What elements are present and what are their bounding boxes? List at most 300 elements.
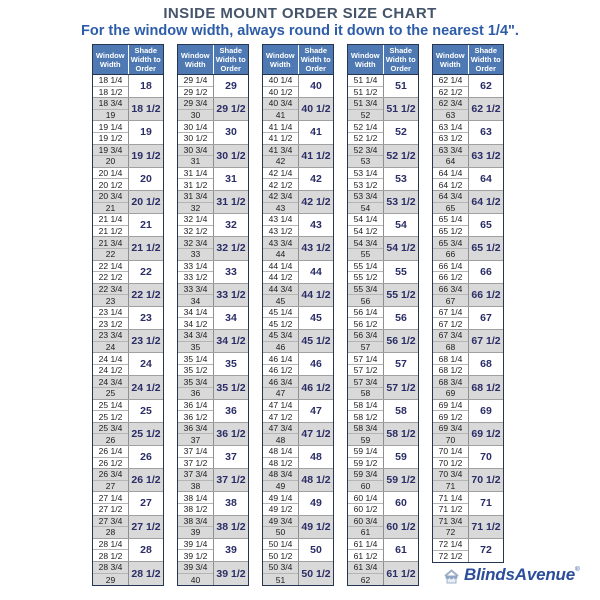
shade-width-value: 68 1/2 <box>471 381 501 394</box>
shade-width-value: 65 <box>480 219 492 232</box>
window-width-value: 37 1/2 <box>183 457 208 468</box>
window-width-pair <box>433 284 469 306</box>
window-width-value: 64 1/4 <box>433 168 468 180</box>
shade-width-value: 50 <box>310 543 322 556</box>
window-width-pair <box>263 307 299 329</box>
shade-width-value: 40 1/2 <box>301 103 331 116</box>
shade-width-value: 35 1/2 <box>216 381 246 394</box>
window-width-value: 31 1/2 <box>183 179 208 190</box>
window-width-pair <box>178 562 214 585</box>
row-pair <box>263 284 333 307</box>
window-width-value: 67 3/4 <box>433 330 468 342</box>
row-pair <box>178 121 248 144</box>
row-pair <box>263 446 333 469</box>
row-pair <box>263 191 333 214</box>
shade-width-header: Shade Width to Order <box>130 46 161 73</box>
window-width-value: 32 3/4 <box>178 237 213 249</box>
window-width-pair <box>178 214 214 236</box>
row-pair <box>93 516 163 539</box>
shade-width-value: 55 1/2 <box>386 288 416 301</box>
window-width-pair <box>263 516 299 538</box>
shade-width-value: 44 1/2 <box>301 288 331 301</box>
shade-width-value: 38 <box>225 497 237 510</box>
window-width-pair <box>93 214 129 236</box>
row-pair <box>93 423 163 446</box>
window-width-value: 69 3/4 <box>433 423 468 435</box>
window-width-value: 52 3/4 <box>348 145 383 157</box>
window-width-value: 19 1/4 <box>93 121 128 133</box>
window-width-value: 48 <box>275 434 286 445</box>
window-width-value: 27 <box>105 481 116 492</box>
shade-width-value: 45 1/2 <box>301 335 331 348</box>
window-width-value: 41 3/4 <box>263 145 298 157</box>
window-width-value: 64 1/2 <box>438 179 463 190</box>
window-width-pair <box>93 400 129 422</box>
row-pair <box>433 492 503 515</box>
window-width-value: 53 <box>360 156 371 167</box>
window-width-pair <box>348 539 384 561</box>
row-pair <box>348 121 418 144</box>
shade-width-value: 36 1/2 <box>216 427 246 440</box>
window-width-value: 30 1/4 <box>178 121 213 133</box>
window-width-pair <box>433 376 469 398</box>
window-width-pair <box>433 261 469 283</box>
window-width-header: Window Width <box>263 45 299 74</box>
window-width-header: Window Width <box>433 45 469 74</box>
window-width-header: Window Width <box>178 45 214 74</box>
window-width-value: 27 3/4 <box>93 516 128 528</box>
row-pair <box>178 284 248 307</box>
window-width-pair <box>178 330 214 352</box>
shade-width-value: 26 1/2 <box>131 474 161 487</box>
shade-width-value: 18 1/2 <box>131 103 161 116</box>
shade-width-value: 71 <box>480 497 492 510</box>
window-width-value: 66 3/4 <box>433 284 468 296</box>
window-width-value: 32 1/2 <box>183 226 208 237</box>
window-width-pair <box>263 446 299 468</box>
window-width-value: 21 <box>105 202 116 213</box>
row-pair <box>348 469 418 492</box>
window-width-value: 29 1/4 <box>178 75 213 87</box>
row-pair <box>433 98 503 121</box>
window-width-value: 50 <box>275 527 286 538</box>
row-pair <box>433 191 503 214</box>
window-width-value: 55 1/2 <box>353 272 378 283</box>
window-width-value: 60 <box>360 481 371 492</box>
window-width-value: 47 3/4 <box>263 423 298 435</box>
window-width-value: 47 1/2 <box>268 411 293 422</box>
window-width-pair <box>348 446 384 468</box>
shade-width-value: 54 1/2 <box>386 242 416 255</box>
window-width-value: 51 <box>275 574 286 585</box>
shade-width-value: 43 <box>310 219 322 232</box>
window-width-value: 61 <box>360 527 371 538</box>
window-width-pair <box>178 376 214 398</box>
window-width-value: 29 <box>105 574 116 585</box>
shade-width-value: 60 1/2 <box>386 520 416 533</box>
shade-width-value: 22 <box>140 265 152 278</box>
row-pair <box>263 376 333 399</box>
row-pair <box>178 492 248 515</box>
shade-width-value: 35 <box>225 358 237 371</box>
row-pair <box>348 145 418 168</box>
window-width-value: 37 3/4 <box>178 469 213 481</box>
row-pair <box>263 562 333 585</box>
window-width-value: 44 1/4 <box>263 261 298 273</box>
window-width-pair <box>263 168 299 190</box>
window-width-value: 57 <box>360 341 371 352</box>
shade-width-value: 70 1/2 <box>471 474 501 487</box>
window-width-value: 60 1/2 <box>353 504 378 515</box>
row-pair <box>93 237 163 260</box>
row-pair <box>93 330 163 353</box>
window-width-value: 20 1/4 <box>93 168 128 180</box>
window-width-value: 19 <box>105 110 116 121</box>
window-width-value: 46 3/4 <box>263 376 298 388</box>
row-pair <box>93 145 163 168</box>
window-width-value: 65 1/2 <box>438 226 463 237</box>
row-pair <box>178 423 248 446</box>
blindsavenue-logo-text: BlindsAvenue <box>464 565 575 584</box>
window-width-value: 56 3/4 <box>348 330 383 342</box>
window-width-pair <box>93 237 129 259</box>
window-width-value: 70 1/2 <box>438 457 463 468</box>
window-width-pair <box>263 423 299 445</box>
window-width-pair <box>93 469 129 491</box>
shade-width-value: 31 1/2 <box>216 196 246 209</box>
shade-width-value: 33 1/2 <box>216 288 246 301</box>
window-width-value: 18 1/4 <box>93 75 128 87</box>
shade-width-header: Shade Width to Order <box>385 46 416 73</box>
window-width-pair <box>93 353 129 375</box>
shade-width-value: 46 <box>310 358 322 371</box>
window-width-value: 27 1/2 <box>98 504 123 515</box>
row-pair <box>178 145 248 168</box>
window-width-value: 69 1/2 <box>438 411 463 422</box>
window-width-value: 45 3/4 <box>263 330 298 342</box>
window-width-value: 37 1/4 <box>178 446 213 458</box>
window-width-value: 21 3/4 <box>93 237 128 249</box>
window-width-pair <box>433 353 469 375</box>
window-width-value: 59 1/4 <box>348 446 383 458</box>
window-width-pair <box>93 284 129 306</box>
row-pair <box>93 168 163 191</box>
window-width-pair <box>178 168 214 190</box>
window-width-value: 31 1/4 <box>178 168 213 180</box>
window-width-pair <box>348 145 384 167</box>
shade-width-value: 22 1/2 <box>131 288 161 301</box>
row-pair <box>263 423 333 446</box>
window-width-value: 25 1/2 <box>98 411 123 422</box>
window-width-value: 72 <box>445 527 456 538</box>
window-width-value: 36 3/4 <box>178 423 213 435</box>
row-pair <box>348 307 418 330</box>
window-width-value: 62 3/4 <box>433 98 468 110</box>
shade-width-value: 69 1/2 <box>471 427 501 440</box>
row-pair <box>348 261 418 284</box>
window-width-value: 48 1/2 <box>268 457 293 468</box>
window-width-value: 32 1/4 <box>178 214 213 226</box>
window-width-value: 62 1/2 <box>438 86 463 97</box>
window-width-pair <box>93 562 129 585</box>
window-width-value: 26 1/4 <box>93 446 128 458</box>
row-pair <box>178 516 248 539</box>
window-width-value: 38 <box>190 481 201 492</box>
window-width-value: 19 1/2 <box>98 133 123 144</box>
window-width-pair <box>93 376 129 398</box>
window-width-value: 50 1/2 <box>268 550 293 561</box>
window-width-value: 66 <box>445 249 456 260</box>
row-pair <box>433 469 503 492</box>
window-width-pair <box>263 145 299 167</box>
shade-width-value: 21 <box>140 219 152 232</box>
window-width-pair <box>433 330 469 352</box>
window-width-value: 31 3/4 <box>178 191 213 203</box>
house-awning-icon <box>441 567 462 585</box>
window-width-value: 46 1/2 <box>268 365 293 376</box>
window-width-value: 41 1/4 <box>263 121 298 133</box>
window-width-value: 67 1/2 <box>438 318 463 329</box>
window-width-pair <box>93 98 129 120</box>
window-width-value: 43 3/4 <box>263 237 298 249</box>
row-pair <box>263 75 333 98</box>
window-width-value: 50 3/4 <box>263 562 298 574</box>
row-pair <box>178 261 248 284</box>
window-width-value: 26 1/2 <box>98 457 123 468</box>
window-width-value: 57 3/4 <box>348 376 383 388</box>
window-width-value: 68 <box>445 341 456 352</box>
shade-width-value: 41 <box>310 126 322 139</box>
shade-width-value: 59 <box>395 451 407 464</box>
row-pair <box>433 237 503 260</box>
row-pair <box>93 121 163 144</box>
window-width-value: 24 3/4 <box>93 376 128 388</box>
window-width-value: 52 <box>360 110 371 121</box>
window-width-value: 61 3/4 <box>348 562 383 574</box>
window-width-pair <box>178 516 214 538</box>
shade-width-value: 47 <box>310 404 322 417</box>
shade-width-value: 32 1/2 <box>216 242 246 255</box>
window-width-value: 39 1/2 <box>183 550 208 561</box>
window-width-value: 44 1/2 <box>268 272 293 283</box>
column-group-header <box>348 45 418 75</box>
shade-width-value: 32 <box>225 219 237 232</box>
window-width-pair <box>93 539 129 561</box>
window-width-pair <box>348 284 384 306</box>
window-width-value: 51 1/2 <box>353 86 378 97</box>
window-width-value: 40 1/4 <box>263 75 298 87</box>
shade-width-value: 34 <box>225 311 237 324</box>
row-pair <box>178 98 248 121</box>
shade-width-value: 42 <box>310 172 322 185</box>
window-width-value: 57 1/4 <box>348 353 383 365</box>
window-width-value: 34 1/4 <box>178 307 213 319</box>
window-width-value: 43 1/2 <box>268 226 293 237</box>
window-width-value: 33 1/4 <box>178 261 213 273</box>
row-pair <box>93 446 163 469</box>
window-width-value: 42 3/4 <box>263 191 298 203</box>
window-width-value: 19 3/4 <box>93 145 128 157</box>
row-pair <box>348 516 418 539</box>
shade-width-value: 49 <box>310 497 322 510</box>
shade-width-value: 24 1/2 <box>131 381 161 394</box>
row-pair <box>93 307 163 330</box>
shade-width-value: 54 <box>395 219 407 232</box>
window-width-value: 71 3/4 <box>433 516 468 528</box>
window-width-pair <box>178 400 214 422</box>
row-pair <box>263 237 333 260</box>
row-pair <box>433 214 503 237</box>
row-pair <box>348 284 418 307</box>
window-width-pair <box>348 237 384 259</box>
window-width-pair <box>433 121 469 143</box>
window-width-value: 66 1/4 <box>433 261 468 273</box>
window-width-value: 69 <box>445 388 456 399</box>
shade-width-value: 59 1/2 <box>386 474 416 487</box>
window-width-value: 22 <box>105 249 116 260</box>
window-width-value: 67 1/4 <box>433 307 468 319</box>
row-pair <box>348 330 418 353</box>
window-width-value: 60 3/4 <box>348 516 383 528</box>
window-width-value: 23 <box>105 295 116 306</box>
window-width-pair <box>93 492 129 514</box>
window-width-value: 56 1/4 <box>348 307 383 319</box>
window-width-value: 28 <box>105 527 116 538</box>
shade-width-value: 66 <box>480 265 492 278</box>
shade-width-value: 70 <box>480 451 492 464</box>
window-width-pair <box>348 261 384 283</box>
window-width-pair <box>348 121 384 143</box>
window-width-value: 38 1/4 <box>178 492 213 504</box>
window-width-value: 30 3/4 <box>178 145 213 157</box>
row-pair <box>433 121 503 144</box>
shade-width-value: 64 1/2 <box>471 196 501 209</box>
shade-width-value: 52 1/2 <box>386 149 416 162</box>
row-pair <box>433 446 503 469</box>
column-group-header <box>178 45 248 75</box>
window-width-pair <box>263 98 299 120</box>
shade-width-value: 28 1/2 <box>131 567 161 580</box>
window-width-pair <box>93 307 129 329</box>
row-pair <box>178 562 248 585</box>
window-width-pair <box>348 400 384 422</box>
window-width-value: 54 1/2 <box>353 226 378 237</box>
shade-width-value: 71 1/2 <box>471 520 501 533</box>
window-width-value: 47 <box>275 388 286 399</box>
shade-width-value: 53 <box>395 172 407 185</box>
shade-width-value: 25 1/2 <box>131 427 161 440</box>
row-pair <box>178 168 248 191</box>
shade-width-value: 67 1/2 <box>471 335 501 348</box>
shade-width-value: 40 <box>310 80 322 93</box>
window-width-value: 21 1/2 <box>98 226 123 237</box>
row-pair <box>93 75 163 98</box>
window-width-value: 40 <box>190 574 201 585</box>
window-width-value: 35 <box>190 341 201 352</box>
window-width-pair <box>93 168 129 190</box>
column-group <box>262 44 334 586</box>
window-width-value: 25 1/4 <box>93 400 128 412</box>
row-pair <box>433 400 503 423</box>
window-width-value: 30 1/2 <box>183 133 208 144</box>
window-width-pair <box>178 469 214 491</box>
window-width-value: 35 1/2 <box>183 365 208 376</box>
window-width-value: 60 1/4 <box>348 492 383 504</box>
window-width-value: 29 1/2 <box>183 86 208 97</box>
window-width-value: 43 1/4 <box>263 214 298 226</box>
window-width-pair <box>433 237 469 259</box>
row-pair <box>348 423 418 446</box>
row-pair <box>348 446 418 469</box>
row-pair <box>348 214 418 237</box>
window-width-value: 22 1/2 <box>98 272 123 283</box>
window-width-value: 63 3/4 <box>433 145 468 157</box>
row-pair <box>263 330 333 353</box>
window-width-value: 62 <box>360 574 371 585</box>
row-pair <box>93 353 163 376</box>
window-width-pair <box>263 539 299 561</box>
window-width-value: 25 3/4 <box>93 423 128 435</box>
shade-width-value: 24 <box>140 358 152 371</box>
row-pair <box>93 492 163 515</box>
column-group <box>177 44 249 586</box>
window-width-value: 37 <box>190 434 201 445</box>
window-width-pair <box>348 75 384 97</box>
chart-subtitle: For the window width, always round it down to the nearest 1/4". <box>81 23 519 39</box>
shade-width-value: 48 <box>310 451 322 464</box>
window-width-value: 20 <box>105 156 116 167</box>
row-pair <box>178 353 248 376</box>
row-pair <box>263 145 333 168</box>
row-pair <box>178 330 248 353</box>
shade-width-value: 27 1/2 <box>131 520 161 533</box>
row-pair <box>263 400 333 423</box>
shade-width-value: 55 <box>395 265 407 278</box>
window-width-value: 34 3/4 <box>178 330 213 342</box>
window-width-value: 53 3/4 <box>348 191 383 203</box>
window-width-pair <box>348 214 384 236</box>
window-width-value: 28 1/4 <box>93 539 128 551</box>
row-pair <box>178 214 248 237</box>
shade-width-value: 38 1/2 <box>216 520 246 533</box>
window-width-value: 65 3/4 <box>433 237 468 249</box>
column-group <box>347 44 419 586</box>
window-width-value: 30 <box>190 110 201 121</box>
window-width-value: 40 3/4 <box>263 98 298 110</box>
window-width-value: 27 1/4 <box>93 492 128 504</box>
row-pair <box>93 562 163 585</box>
window-width-value: 72 1/4 <box>433 539 468 551</box>
shade-width-value: 57 1/2 <box>386 381 416 394</box>
window-width-value: 42 1/2 <box>268 179 293 190</box>
row-pair <box>433 516 503 539</box>
row-pair <box>348 539 418 562</box>
window-width-value: 58 1/4 <box>348 400 383 412</box>
window-width-value: 44 <box>275 249 286 260</box>
window-width-pair <box>263 330 299 352</box>
window-width-value: 36 1/4 <box>178 400 213 412</box>
window-width-value: 49 1/2 <box>268 504 293 515</box>
column-group-header <box>263 45 333 75</box>
window-width-value: 71 1/4 <box>433 492 468 504</box>
row-pair <box>348 400 418 423</box>
column-group <box>92 44 164 586</box>
window-width-value: 35 1/4 <box>178 353 213 365</box>
shade-width-value: 65 1/2 <box>471 242 501 255</box>
window-width-value: 63 1/2 <box>438 133 463 144</box>
window-width-pair <box>433 516 469 538</box>
window-width-value: 50 1/4 <box>263 539 298 551</box>
